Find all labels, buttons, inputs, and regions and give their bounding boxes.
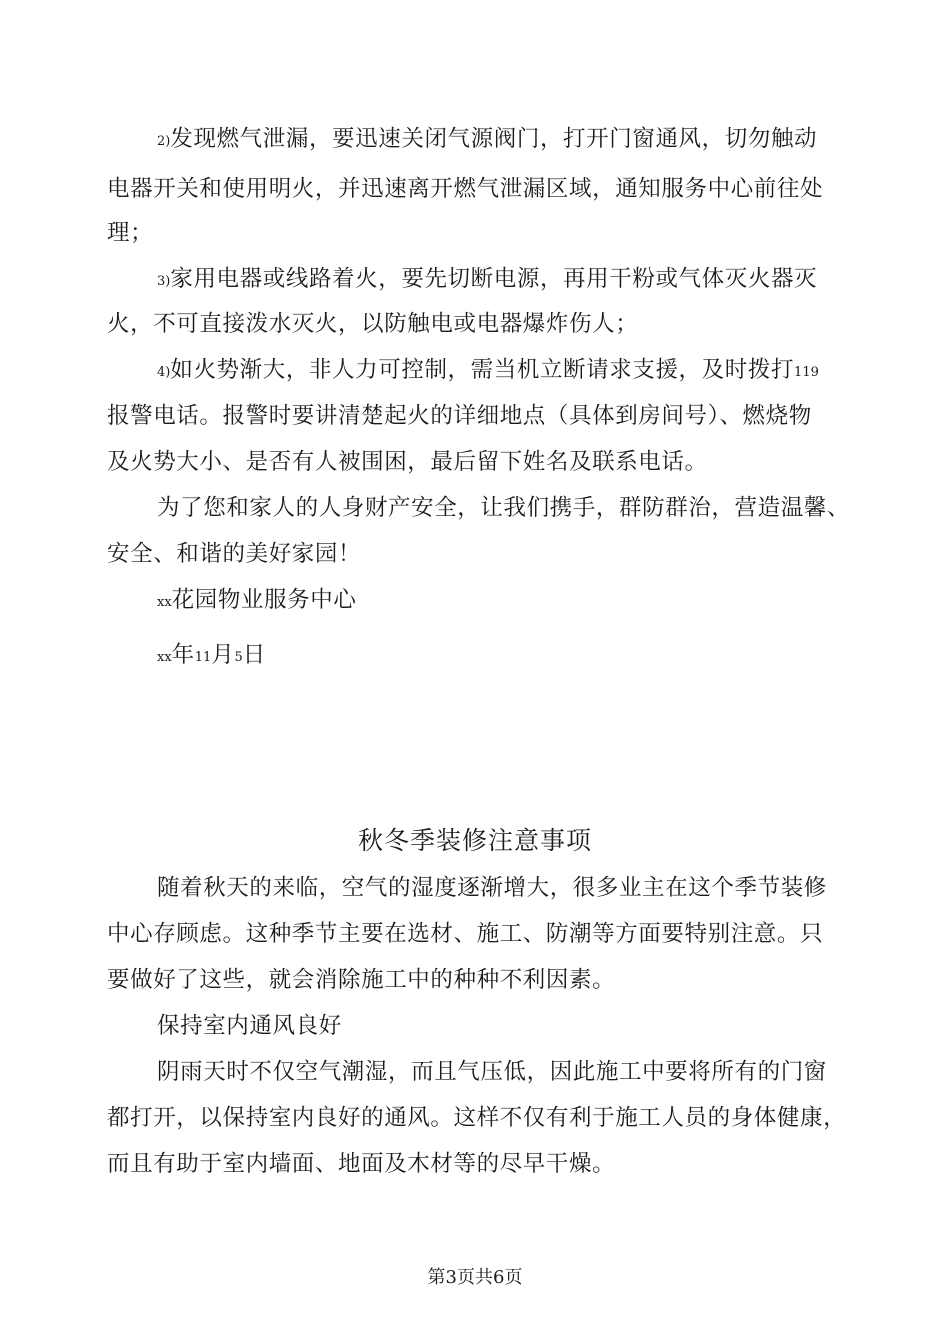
section2-subheading: 保持室内通风良好 xyxy=(157,1013,342,1039)
signature-org-name: 花园物业服务中心 xyxy=(171,587,357,613)
section2-p2-line2: 都打开，以保持室内良好的通风。这样不仅有利于施工人员的身体健康， xyxy=(107,1105,847,1131)
section2-p2-line1: 阴雨天时不仅空气潮湿，而且气压低，因此施工中要将所有的门窗 xyxy=(157,1059,827,1085)
section2-p2-line3: 而且有助于室内墙面、地面及木材等的尽早干燥。 xyxy=(107,1151,616,1177)
date-month-char: 月 xyxy=(211,642,235,668)
closing-line2: 安全、和谐的美好家园！ xyxy=(107,541,362,567)
item4-number: 4) xyxy=(157,365,171,380)
item3-line1 xyxy=(157,264,817,297)
date-day: 5 xyxy=(234,650,243,665)
date-year: xx xyxy=(157,650,172,665)
signature-org-prefix: xx xyxy=(157,595,172,610)
item4-text: 如火势渐大，非人力可控制，需当机立断请求支援，及时拨打 xyxy=(170,357,795,383)
date-month: 11 xyxy=(194,650,212,665)
item2-number: 2) xyxy=(157,134,171,149)
section2-p1-line2: 中心存顾虑。这种季节主要在选材、施工、防潮等方面要特别注意。只 xyxy=(107,921,824,947)
item3-number: 3) xyxy=(157,274,171,289)
item3-text: 家用电器或线路着火，要先切断电源，再用干粉或气体灭火器灭 xyxy=(170,266,818,292)
item4-line3: 及火势大小、是否有人被围困，最后留下姓名及联系电话。 xyxy=(107,449,708,475)
date-day-char: 日 xyxy=(242,642,266,668)
date-year-char: 年 xyxy=(171,642,195,668)
closing-line1: 为了您和家人的人身财产安全，让我们携手，群防群治，营造温馨、 xyxy=(157,495,851,521)
item2-text: 发现燃气泄漏，要迅速关闭气源阀门，打开门窗通风，切勿触动 xyxy=(170,126,818,152)
item4-line2: 报警电话。报警时要讲清楚起火的详细地点（具体到房间号）、燃烧物 xyxy=(107,403,812,429)
item2-line2: 电器开关和使用明火，并迅速离开燃气泄漏区域，通知服务中心前往处 xyxy=(107,176,824,202)
section-title: 秋冬季装修注意事项 xyxy=(357,826,592,855)
item2-line3: 理； xyxy=(107,220,154,246)
item4-phone-number: 119 xyxy=(794,365,819,380)
section2-p1-line1: 随着秋天的来临，空气的湿度逐渐增大，很多业主在这个季节装修 xyxy=(157,875,827,901)
page-footer: 第3页共6页 xyxy=(427,1267,523,1288)
signature-date xyxy=(157,640,266,673)
section2-p1-line3: 要做好了这些，就会消除施工中的种种不利因素。 xyxy=(107,967,616,993)
signature-org xyxy=(157,585,356,618)
item3-line2: 火，不可直接泼水灭火，以防触电或电器爆炸伤人； xyxy=(107,311,639,337)
item2-line1 xyxy=(157,124,817,157)
item4-line1 xyxy=(157,355,819,388)
